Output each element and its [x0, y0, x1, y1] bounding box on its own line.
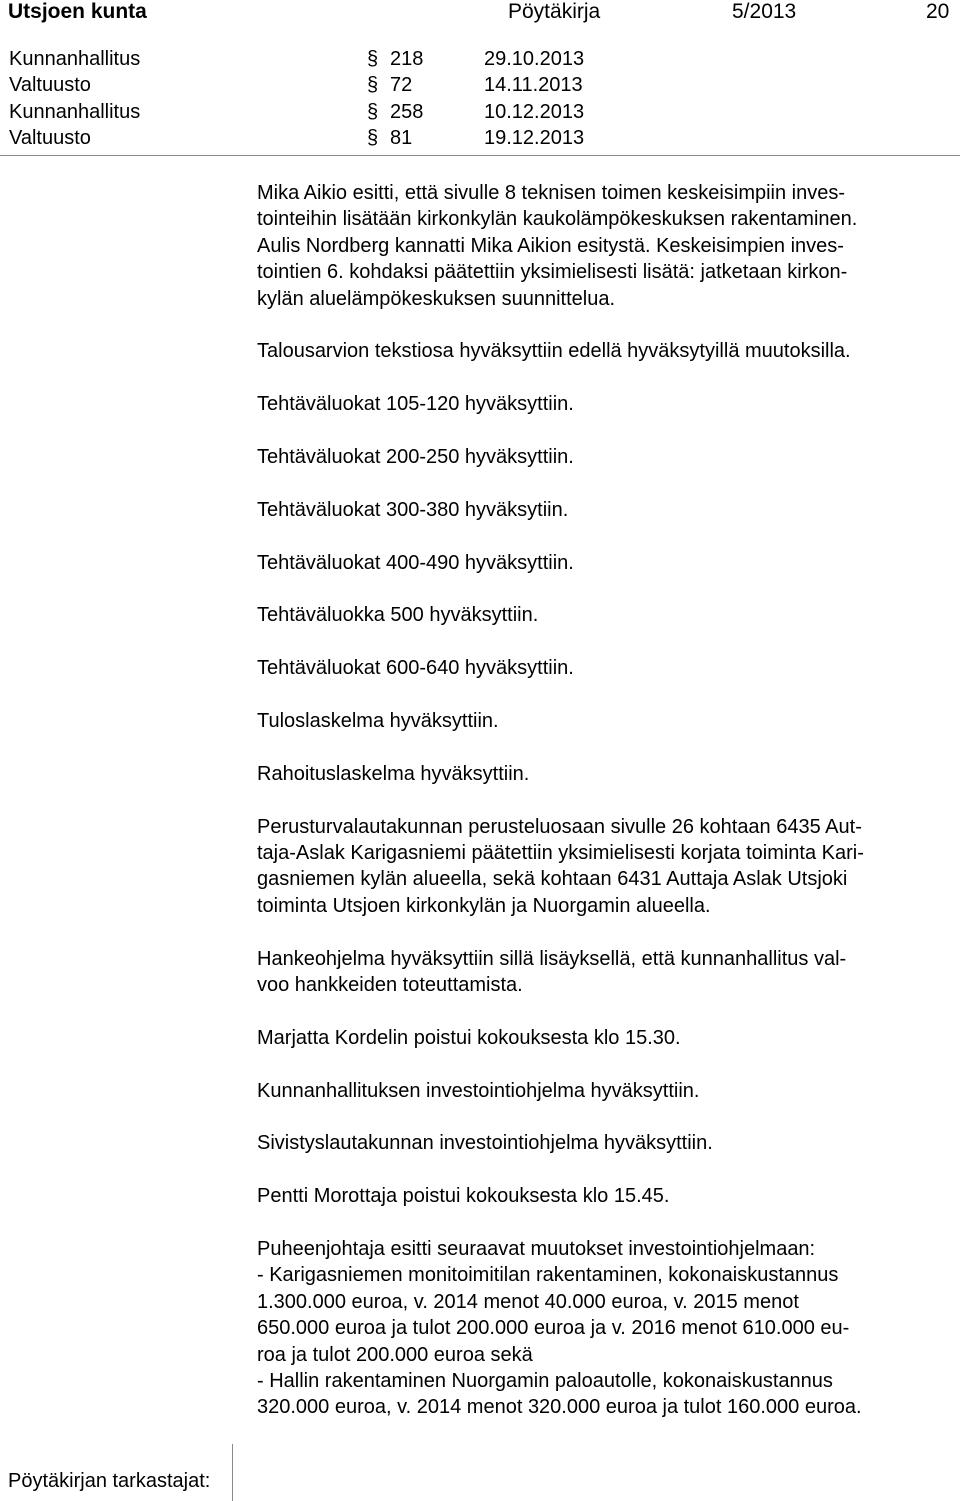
paragraph-line: toiminta Utsjoen kirkonkylän ja Nuorgamin alueella.	[257, 894, 711, 917]
minutes-paragraph	[257, 1025, 957, 1051]
paragraph-line: Tehtäväluokat 105-120 hyväksyttiin.	[257, 393, 574, 416]
paragraph-line: taja-Aslak Karigasniemi päätettiin yksimielisesti korjata toiminta Kari-	[257, 842, 864, 864]
section-sign-icon	[366, 126, 382, 148]
paragraph-line: Pentti Morottaja poistui kokouksesta klo 15.45.	[257, 1185, 670, 1208]
history-section-number: 72	[390, 74, 413, 97]
municipality-name: Utsjoen kunta	[8, 0, 147, 23]
history-organ: Valtuusto	[9, 74, 91, 97]
paragraph-line: Tehtäväluokka 500 hyväksyttiin.	[257, 604, 539, 627]
minutes-paragraph	[257, 655, 957, 681]
paragraph-line: - Hallin rakentaminen Nuorgamin paloautolle, kokonaiskustannus	[257, 1370, 833, 1393]
decision-history	[0, 46, 960, 151]
history-organ: Kunnanhallitus	[9, 48, 141, 70]
history-date: 14.11.2013	[484, 74, 583, 97]
paragraph-line: roa ja tulot 200.000 euroa sekä	[257, 1343, 533, 1366]
svg-text:§: §	[367, 100, 379, 122]
paragraph-line: Puheenjohtaja esitti seuraavat muutokset investointiohjelmaan:	[257, 1238, 816, 1260]
paragraph-line: - Karigasniemen monitoimitilan rakentaminen, kokonaiskustannus	[257, 1264, 839, 1287]
minutes-paragraph	[257, 444, 957, 470]
paragraph-line: Mika Aikio esitti, että sivulle 8 teknisen toimen keskeisimpiin inves-	[257, 182, 846, 204]
history-date: 10.12.2013	[484, 100, 585, 123]
paragraph-line: tointeihin lisätään kirkonkylän kaukolämpökeskuksen rakentaminen.	[257, 208, 858, 231]
history-section-number: 258	[390, 100, 424, 123]
history-date: 29.10.2013	[484, 48, 585, 70]
paragraph-line: Aulis Nordberg kannatti Mika Aikion esitystä. Keskeisimpien inves-	[257, 234, 844, 257]
minutes-paragraph	[257, 1130, 957, 1156]
meeting-number: 5/2013	[732, 0, 797, 23]
paragraph-line: 650.000 euroa ja tulot 200.000 euroa ja v. 2016 menot 610.000 eu-	[257, 1317, 850, 1340]
paragraph-line: Kunnanhallituksen investointiohjelma hyväksyttiin.	[257, 1079, 700, 1102]
paragraph-line: gasniemen kylän alueella, sekä kohtaan 6431 Auttaja Aslak Utsjoki	[257, 868, 848, 891]
minutes-paragraph	[257, 602, 957, 628]
history-row	[0, 46, 960, 72]
minutes-paragraph	[257, 946, 957, 999]
paragraph-line: 1.300.000 euroa, v. 2014 menot 40.000 euroa, v. 2015 menot	[257, 1290, 799, 1313]
history-section-number: 81	[390, 126, 413, 149]
history-row	[0, 99, 960, 125]
paragraph-line: Rahoituslaskelma hyväksyttiin.	[257, 762, 530, 785]
minutes-reviewers-label: Pöytäkirjan tarkastajat:	[8, 1470, 211, 1492]
minutes-paragraph	[257, 550, 957, 576]
history-section-number: 218	[390, 48, 424, 70]
paragraph-line: Hankeohjelma hyväksyttiin sillä lisäyksellä, että kunnanhallitus val-	[257, 947, 847, 970]
paragraph-line: Talousarvion tekstiosa hyväksyttiin edellä hyväksytyillä muutoksilla.	[257, 340, 851, 363]
minutes-paragraph	[257, 497, 957, 523]
paragraph-line: Tehtäväluokat 300-380 hyväksytiin.	[257, 498, 569, 521]
history-divider	[0, 155, 960, 156]
minutes-paragraph	[257, 814, 957, 920]
paragraph-line: voo hankkeiden toteuttamista.	[257, 974, 523, 997]
minutes-body	[257, 180, 957, 1447]
history-row	[0, 72, 960, 98]
paragraph-line: Tuloslaskelma hyväksyttiin.	[257, 710, 499, 732]
page-number: 20	[926, 0, 950, 23]
document-type: Pöytäkirja	[508, 0, 601, 23]
paragraph-line: tointien 6. kohdaksi päätettiin yksimielisesti lisätä: jatketaan kirkon-	[257, 261, 848, 284]
section-sign-icon	[366, 100, 382, 122]
page-header	[0, 0, 960, 24]
history-date: 19.12.2013	[484, 126, 585, 149]
history-organ: Valtuusto	[9, 126, 91, 149]
svg-text:§: §	[367, 126, 379, 148]
minutes-paragraph	[257, 338, 957, 364]
history-row	[0, 125, 960, 151]
svg-text:§: §	[367, 74, 379, 96]
paragraph-line: Tehtäväluokat 400-490 hyväksyttiin.	[257, 551, 574, 574]
minutes-paragraph	[257, 1236, 957, 1421]
svg-text:§: §	[367, 48, 379, 69]
minutes-paragraph	[257, 761, 957, 787]
paragraph-line: kylän aluelämpökeskuksen suunnittelua.	[257, 287, 615, 310]
section-sign-icon	[366, 73, 382, 95]
paragraph-line: Sivistyslautakunnan investointiohjelma hyväksyttiin.	[257, 1132, 713, 1155]
paragraph-line: Tehtäväluokat 600-640 hyväksyttiin.	[257, 657, 574, 680]
section-sign-icon	[366, 47, 382, 69]
minutes-paragraph	[257, 391, 957, 417]
paragraph-line: Marjatta Kordelin poistui kokouksesta klo 15.30.	[257, 1026, 681, 1049]
minutes-paragraph	[257, 1183, 957, 1209]
minutes-paragraph	[257, 708, 957, 734]
paragraph-line: Perusturvalautakunnan perusteluosaan sivulle 26 kohtaan 6435 Aut-	[257, 815, 862, 838]
minutes-paragraph	[257, 180, 957, 312]
signature-column-divider	[232, 1444, 233, 1501]
paragraph-line: Tehtäväluokat 200-250 hyväksyttiin.	[257, 446, 574, 469]
paragraph-line: 320.000 euroa, v. 2014 menot 320.000 euroa ja tulot 160.000 euroa.	[257, 1396, 862, 1419]
history-organ: Kunnanhallitus	[9, 100, 141, 123]
minutes-paragraph	[257, 1078, 957, 1104]
